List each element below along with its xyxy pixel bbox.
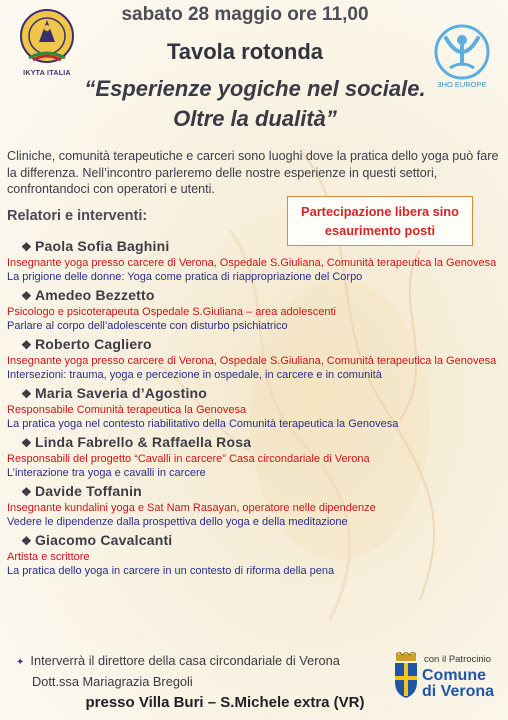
diamond-bullet-icon: ❖ [21,436,32,450]
diamond-bullet-icon: ❖ [21,289,32,303]
speaker-item [7,482,505,529]
badge-line-2: esaurimento posti [324,223,436,238]
speaker-talk: L’interazione tra yoga e cavalli in carcere [7,466,206,479]
speaker-name: Maria Saveria d’Agostino [34,385,208,401]
speaker-role: Artista e scrittore [7,551,90,563]
speaker-item [7,335,505,382]
speaker-name: Paola Sofia Baghini [34,238,170,254]
subtitle-line-2: Oltre la dualità” [173,106,337,131]
intro-paragraph: Cliniche, comunità terapeutiche e carceri sono luoghi dove la pratica dello yoga può fare la differenza. Nell’incontro parleremo delle nostre esperienze in questi settori, confrontandoci con operatori e utenti. [7,149,499,196]
event-date: sabato 28 maggio ore 11,00 [121,4,369,25]
subtitle-line-1: “Esperienze yogiche nel sociale. [84,76,426,101]
speaker-talk: Parlare al corpo dell’adolescente con disturbo psichiatrico [7,319,288,332]
speaker-name: Giacomo Cavalcanti [34,532,173,548]
diamond-bullet-icon: ❖ [21,338,32,352]
speaker-role: Responsabile Comunità terapeutica la Genovesa [7,404,247,416]
speaker-talk: Vedere le dipendenze dalla prospettiva dello yoga e della meditazione [7,515,348,528]
speaker-role: Insegnante yoga presso carcere di Verona, Ospedale S.Giuliana, Comunità terapeutica la Genovesa [7,355,497,367]
diamond-bullet-icon: ❖ [21,387,32,401]
director-note [16,651,396,691]
speaker-item [7,384,505,431]
speaker-role: Psicologo e psicoterapeuta Ospedale S.Giuliana – area adolescenti [7,306,336,318]
speaker-item [7,286,505,333]
speaker-item [7,433,505,480]
3ho-emblem-icon [432,22,492,90]
verona-crest-icon [392,652,420,700]
speaker-name: Amedeo Bezzetto [34,287,155,303]
diamond-bullet-icon: ❖ [21,534,32,548]
badge-line-1: Partecipazione libera sino [301,204,459,219]
star-bullet-icon: ✦ [16,657,25,668]
speaker-role: Insegnante kundalini yoga e Sat Nam Rasayan, operatore nelle dipendenze [7,502,376,514]
speakers-heading: Relatori e interventi: [7,208,148,224]
3ho-europe-logo [432,22,492,95]
speaker-talk: La pratica yoga nel contesto riabilitativo della Comunità terapeutica la Genovesa [7,417,399,430]
speaker-talk: Intersezioni: trauma, yoga e percezione in ospedale, in carcere e in comunità [7,368,382,381]
event-subtitle [70,74,440,134]
speaker-item [7,237,505,284]
ikyta-emblem-icon [19,8,75,64]
speaker-talk: La pratica dello yoga in carcere in un contesto di riforma della pena [7,564,335,577]
comune-line-1: Comune [422,667,486,684]
speaker-name: Roberto Cagliero [34,336,152,352]
3ho-caption: 3HO EUROPE [437,80,487,89]
venue-line: presso Villa Buri – S.Michele extra (VR) [85,694,365,711]
event-title: Tavola rotonda [166,39,324,64]
director-note-line-2: Dott.ssa Mariagrazia Bregoli [32,674,193,689]
speaker-name: Linda Fabrello & Raffaella Rosa [34,434,252,450]
speaker-talk: La prigione delle donne: Yoga come pratica di riappropriazione del Corpo [7,270,363,283]
comune-line-2: di Verona [422,683,495,700]
speaker-item [7,531,505,578]
speaker-name: Davide Toffanin [34,483,142,499]
diamond-bullet-icon: ❖ [21,240,32,254]
speakers-list [7,237,505,580]
director-note-line-1: Interverrà il direttore della casa circondariale di Verona [30,653,340,668]
speaker-role: Responsabili del progetto “Cavalli in carcere” Casa circondariale di Verona [7,453,370,465]
diamond-bullet-icon: ❖ [21,485,32,499]
speaker-role: Insegnante yoga presso carcere di Verona, Ospedale S.Giuliana, Comunità terapeutica la Genovesa [7,257,497,269]
patronage-label: con il Patrocinio [424,654,492,665]
ikyta-caption: IKYTA ITALIA [23,70,71,77]
comune-name [422,668,494,700]
ikyta-logo [18,8,76,77]
